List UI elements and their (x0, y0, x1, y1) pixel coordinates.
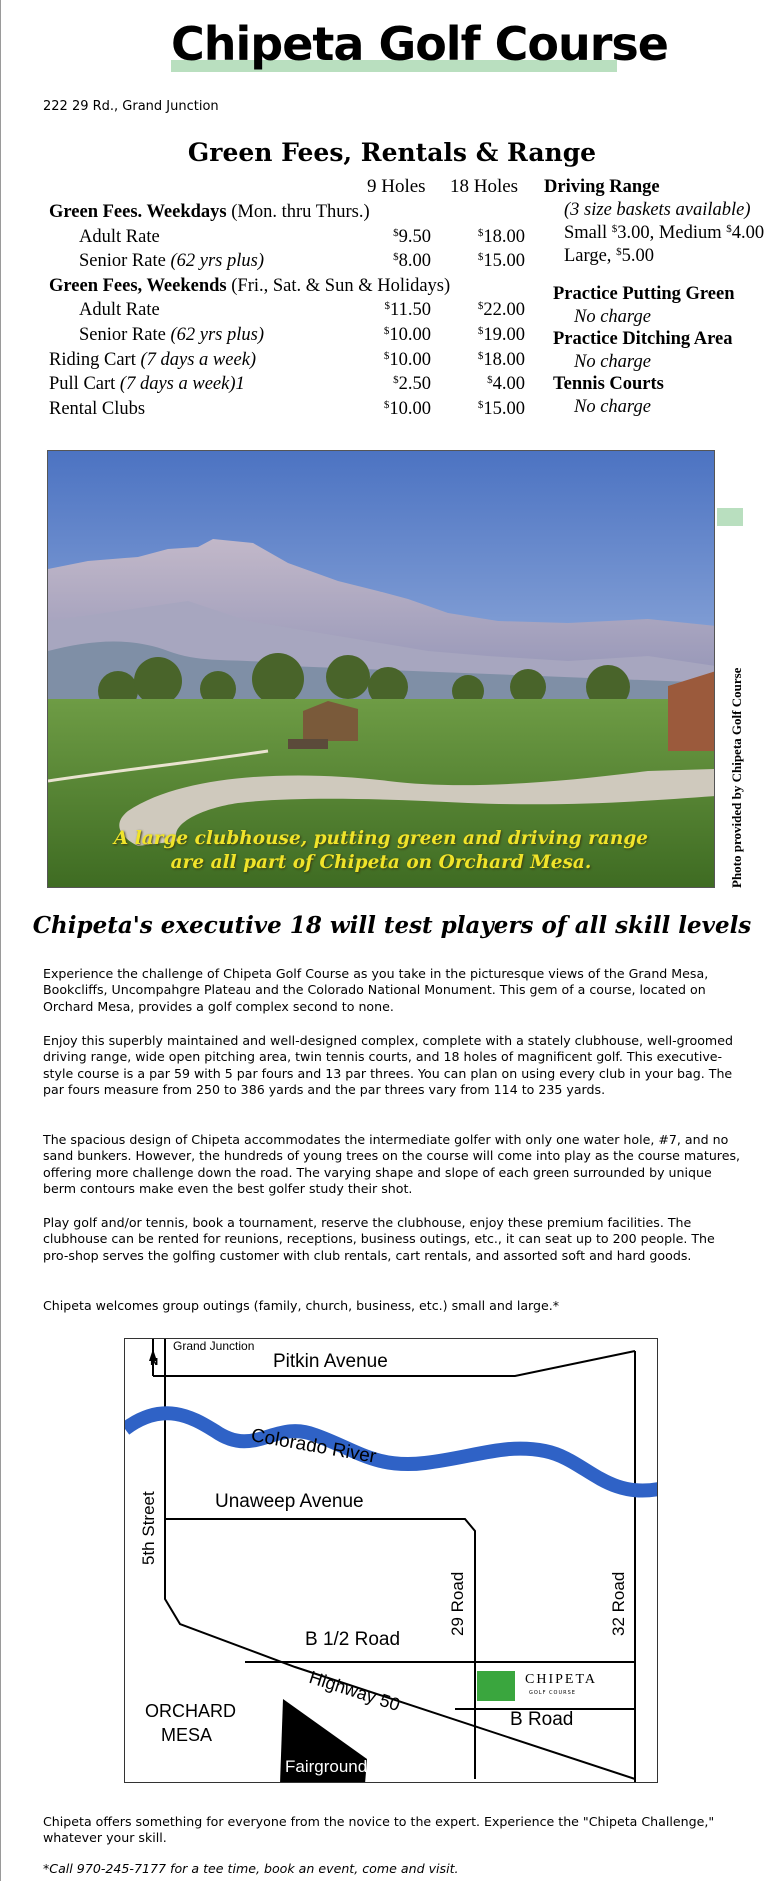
map-highway-50: Highway 50 (306, 1667, 403, 1716)
fee-18-holes: $22.00 (477, 300, 525, 321)
map-colorado-river: Colorado River (249, 1425, 378, 1468)
col-9-holes: 9 Holes (367, 176, 426, 197)
tennis-courts-heading: Tennis Courts (553, 374, 664, 394)
fees-heading: Green Fees, Rentals & Range (187, 138, 597, 167)
fee-18-holes: $15.00 (477, 398, 525, 419)
footnote: *Call 970-245-7177 for a tee time, book an event, come and visit. (43, 1861, 459, 1876)
fee-label: Senior Rate (62 yrs plus) (79, 251, 264, 272)
basket-large: Large, $5.00 (564, 246, 654, 266)
fee-label: Adult Rate (79, 226, 160, 247)
map-fairgrounds: Fairgrounds (285, 1757, 376, 1776)
paragraph-6: Chipeta offers something for everyone from the novice to the expert. Experience the "Chipeta Challenge," whatever your skill. (43, 1814, 715, 1846)
address: 222 29 Rd., Grand Junction (43, 99, 219, 114)
fee-label: Green Fees. Weekdays (Mon. thru Thurs.) (49, 202, 370, 222)
fee-label: Green Fees, Weekends (Fri., Sat. & Sun & Holidays) (49, 275, 451, 296)
fee-row (1, 274, 541, 298)
fee-9-holes: $10.00 (383, 398, 431, 419)
fee-18-holes: $15.00 (477, 251, 525, 272)
paragraph-4: Play golf and/or tennis, book a tournament, reserve the clubhouse, enjoy these premium facilities. The clubhouse can be rented for reunions, receptions, business outings, etc., it can seat up to 200 people. The pro-shop serves the golfing customer with club rentals, cart rentals, and assorted soft and hard goods. (43, 1215, 715, 1263)
photo-credit: Photo provided by Chipeta Golf Course (729, 667, 744, 888)
ditching-no-charge: No charge (574, 352, 651, 372)
driving-range-heading: Driving Range (544, 177, 660, 197)
fee-label: Riding Cart (7 days a week) (49, 349, 257, 370)
ditching-area-heading: Practice Ditching Area (553, 329, 733, 349)
fee-18-holes: $18.00 (477, 349, 525, 370)
fee-9-holes: $2.50 (393, 374, 431, 395)
map-chipeta-sub: GOLF COURSE (529, 1690, 576, 1696)
putting-green-heading: Practice Putting Green (553, 284, 735, 304)
fee-label: Senior Rate (62 yrs plus) (79, 325, 264, 345)
fee-label: Pull Cart (7 days a week)1 (49, 374, 245, 395)
fee-label: Rental Clubs (49, 398, 146, 419)
col-18-holes: 18 Holes (450, 176, 519, 197)
paragraph-1: Experience the challenge of Chipeta Golf Course as you take in the picturesque views of the Grand Mesa, Bookcliffs, Uncompahgre Plateau and the Colorado National Monument. This gem of a course, located on Orchard Mesa, provides a golf complex second to none. (43, 966, 709, 1014)
map-5th-street: 5th Street (139, 1491, 158, 1565)
fee-row (1, 298, 541, 322)
map-unaweep-avenue: Unaweep Avenue (215, 1491, 364, 1512)
map-29-road: 29 Road (448, 1571, 467, 1636)
location-map (124, 1338, 658, 1783)
green-accent-tab (717, 508, 743, 526)
fee-row (1, 397, 541, 421)
map-b-half-road: B 1/2 Road (305, 1629, 401, 1650)
fee-9-holes: $9.50 (393, 226, 431, 247)
fee-label: Adult Rate (79, 300, 160, 321)
fee-9-holes: $10.00 (383, 349, 431, 370)
course-photo (47, 450, 715, 888)
landscape-illustration (48, 451, 715, 888)
fee-row (1, 225, 541, 249)
putting-no-charge: No charge (574, 307, 651, 327)
colorado-river (125, 1413, 658, 1490)
map-32-road: 32 Road (609, 1571, 628, 1636)
paragraph-3: The spacious design of Chipeta accommodates the intermediate golfer with only one water hole, #7, and no sand bunkers. However, the hundreds of young trees on the course will come into play as the course matures, offering more challenge down the road. The varying shape and slope of each green surrounded by unique berm contours make even the best golfer study their shot. (43, 1132, 741, 1196)
pitkin-avenue-road (153, 1351, 635, 1376)
fee-18-holes: $4.00 (487, 374, 525, 395)
map-orchard: ORCHARD (145, 1701, 237, 1721)
baskets-note: (3 size baskets available) (564, 200, 751, 220)
fee-row (1, 323, 541, 347)
fee-9-holes: $10.00 (383, 325, 431, 345)
map-pitkin-avenue: Pitkin Avenue (273, 1351, 388, 1372)
chipeta-marker (477, 1671, 515, 1701)
paragraph-5: Chipeta welcomes group outings (family, church, business, etc.) small and large.* (43, 1298, 560, 1313)
map-b-road: B Road (510, 1709, 574, 1730)
photo-caption: A large clubhouse, putting green and driving range are all part of Chipeta on Orchard Mesa. (113, 828, 649, 873)
map-chipeta-label: CHIPETA (525, 1672, 597, 1687)
page-title: Chipeta Golf Course (171, 17, 668, 71)
fee-row (1, 348, 541, 372)
fee-18-holes: $18.00 (477, 226, 525, 247)
fee-9-holes: $8.00 (393, 251, 431, 272)
map-grand-junction: Grand Junction (173, 1339, 255, 1353)
basket-small-medium: Small $3.00, Medium $4.00 (564, 223, 765, 243)
fee-row (1, 200, 541, 224)
paragraph-2: Enjoy this superbly maintained and well-designed complex, complete with a stately clubhouse, well-groomed driving range, wide open pitching area, twin tennis courts, and 18 holes of magnificent golf. This executive-style course is a par 59 with 5 par fours and 13 par threes. You can plan on using every club in your bag. The par fours measure from 250 to 386 yards and the par threes vary from 114 to 235 yards. (43, 1033, 733, 1097)
fee-9-holes: $11.50 (384, 300, 431, 321)
map-mesa: MESA (161, 1725, 213, 1745)
tennis-no-charge: No charge (574, 397, 651, 417)
fee-18-holes: $19.00 (477, 325, 525, 345)
article-subhead: Chipeta's executive 18 will test players of all skill levels (32, 912, 752, 939)
north-arrow-label: N (150, 1357, 159, 1368)
fee-row (1, 372, 541, 396)
fee-row (1, 249, 541, 273)
